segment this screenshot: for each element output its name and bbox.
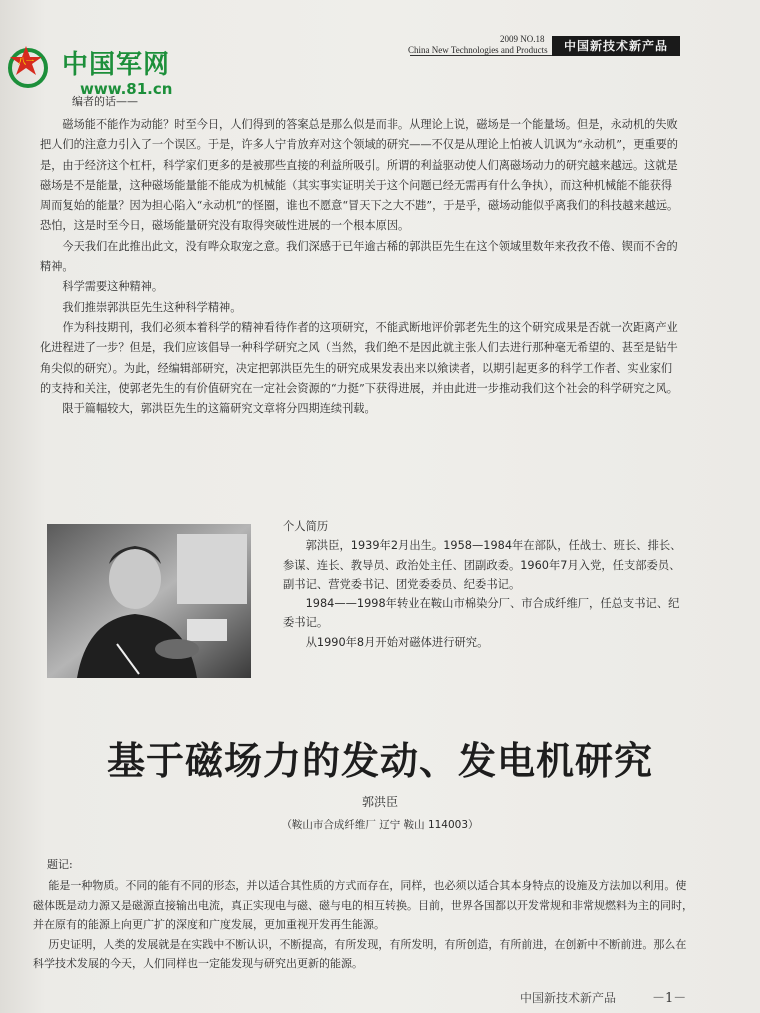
- journal-chinese-title: 中国新技术新产品: [552, 36, 680, 56]
- svg-text:八一: 八一: [18, 56, 34, 66]
- editor-note-label: 编者的话——: [72, 95, 138, 108]
- bio-paragraph: 1984——1998年转业在鞍山市棉染分厂、市合成纤维厂，任总支书记、纪委书记。: [283, 597, 680, 630]
- article-affiliation: （鞍山市合成纤维厂 辽宁 鞍山 114003）: [281, 819, 479, 831]
- epigraph-paragraph: 历史证明，人类的发展就是在实践中不断认识，不断提高，有所发现，有所发明，有所创造，有所前进，在创新中不断前进。那么在科学技术发展的今天，人们同样也一定能发现与研究出更新的能源。: [33, 937, 687, 971]
- watermark-url: www.81.cn: [80, 80, 173, 98]
- epigraph-body: [33, 876, 693, 974]
- editor-note-paragraph: 限于篇幅较大，郭洪臣先生的这篇研究文章将分四期连续刊载。: [62, 402, 376, 416]
- issue-number: 2009 NO.18: [500, 34, 545, 44]
- bio-paragraph: 郭洪臣，1939年2月出生。1958—1984年在部队，任战士、班长、排长、参谋、连长、教导员、政治处主任、团副政委。1960年7月入党，任支部委员、副书记、营党委书记、团党委委员、纪委书记。: [283, 539, 682, 591]
- author-portrait-photo: [47, 524, 251, 678]
- watermark-site-name: 中国军网: [62, 50, 171, 80]
- editor-note-paragraph: 磁场能不能作为动能？时至今日，人们得到的答案总是那么似是而非。从理论上说，磁场是一个能量场。但是，永动机的失败把人们的注意力引入了一个误区。于是，许多人宁肯放弃对这个领域的研究——不仅是从理论上怕被人讥讽为“永动机”，更重要的是，由于经济这个杠杆，科学家们更多的是被那些直接的利益所吸引。所谓的利益驱动使人们离磁场动力的研究越来越远。这就是磁场是不是能量，这种磁场能量能不能成为机械能（其实事实证明关于这个问题已经无需再有什么争执），而这种机械能不能获得周而复始的能量？因为担心陷入“永动机”的怪圈，谁也不愿意“冒天下之大不韪”，于是乎，磁场动能似乎离我们的科技越来越远。恐怕，这是时至今日，磁场能量研究没有取得突破性进展的一个根本原因。: [40, 118, 679, 233]
- bio-heading: 个人简历: [283, 520, 329, 533]
- journal-english-title: China New Technologies and Products: [408, 45, 548, 55]
- army-star-logo-icon: [6, 42, 54, 90]
- editor-note-body: [40, 115, 680, 419]
- author-biography: [283, 517, 683, 652]
- page-number: －1－: [652, 991, 687, 1006]
- article-author: 郭洪臣: [361, 795, 398, 809]
- bio-paragraph: 从1990年8月开始对磁体进行研究。: [305, 635, 489, 649]
- epigraph-label: 题记:: [47, 858, 73, 871]
- editor-note-paragraph: 我们推崇郭洪臣先生这种科学精神。: [62, 300, 242, 314]
- editor-note-paragraph: 作为科技期刊，我们必须本着科学的精神看待作者的这项研究，不能武断地评价郭老先生的这个研究成果是否就一次距离产业化进程进了一步？但是，我们应该倡导一种科学研究之风（当然，我们绝不是因此就主张人们去进行那种毫无希望的、甚至是钻牛角尖似的研究）。为此，经编辑部研究，决定把郭洪臣先生的研究成果发表出来以飨读者，以期引起更多的科学工作者、实业家们的支持和关注，使郭老先生的有价值研究在一定社会资源的“力挺”下获得进展，并由此进一步推动我们这个社会的科学研究之风。: [40, 320, 678, 395]
- article-title: 基于磁场力的发动、发电机研究: [106, 738, 653, 783]
- epigraph-paragraph: 能是一种物质。不同的能有不同的形态，并以适合其性质的方式而存在，同样，也必须以适合其本身特点的设施及方法加以利用。使磁体既是动力源又是磁源直接输出电流，真正实现电与磁、磁与电的相互转换。目前，世界各国都以开发常规和非常规燃料为主的同时，并在原有的能源上向更广扩的深度和广度发展，更加重视开发再生能源。: [33, 879, 693, 932]
- footer-journal-name: 中国新技术新产品: [520, 991, 617, 1005]
- site-watermark: [4, 40, 204, 100]
- editor-note-paragraph: 科学需要这种精神。: [62, 280, 164, 294]
- editor-note-paragraph: 今天我们在此推出此文，没有哗众取宠之意。我们深感于已年逾古稀的郭洪臣先生在这个领域里数年来孜孜不倦、锲而不舍的精神。: [40, 239, 678, 274]
